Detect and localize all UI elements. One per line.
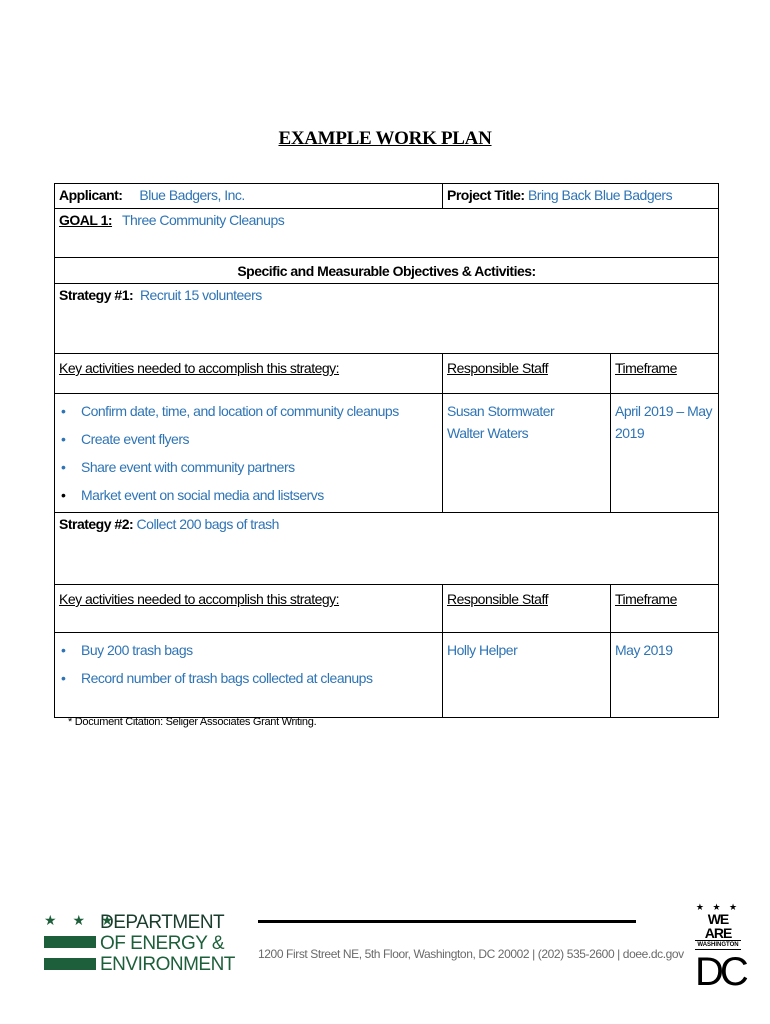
staff-name: Holly Helper [447, 642, 518, 658]
timeframe-header-label: Timeframe [615, 360, 677, 376]
star-icon: ★ ★ ★ [44, 912, 120, 928]
footer-divider [258, 920, 636, 923]
dc-logo-letters: DC [695, 950, 745, 994]
strategy-1-timeframe: April 2019 – May 2019 [611, 394, 719, 513]
staff-header-label: Responsible Staff [447, 360, 548, 376]
strategy-1-activities [55, 394, 443, 513]
list-item [59, 636, 438, 664]
strategy-2-activities [55, 633, 443, 718]
strategy-2-activities-row [55, 633, 719, 718]
staff-header-1 [443, 354, 611, 394]
doee-line: ENVIRONMENT [100, 954, 235, 975]
strategy-1-cell [55, 284, 719, 354]
bullet-icon: • [61, 459, 66, 475]
footer-address: 1200 First Street NE, 5th Floor, Washington, DC 20002 | (202) 535-2600 | doee.dc.gov [258, 947, 684, 961]
strategy-2-header-row [55, 585, 719, 633]
doee-line: OF ENERGY & [100, 933, 225, 954]
goal-value: Three Community Cleanups [121, 212, 285, 228]
bullet-icon: • [61, 670, 66, 686]
applicant-label: Applicant: [59, 187, 123, 203]
timeframe-header-1 [611, 354, 719, 394]
strategy-2-timeframe: May 2019 [611, 633, 719, 718]
flag-bar-icon [44, 936, 96, 948]
objectives-heading: Specific and Measurable Objectives & Activities: [55, 258, 719, 284]
objectives-heading-row [55, 258, 719, 284]
project-title-cell [443, 184, 719, 209]
staff-name: Walter Waters [447, 425, 529, 441]
activity-text: Record number of trash bags collected at cleanups [81, 670, 373, 686]
list-item [59, 397, 438, 425]
work-plan-table [54, 183, 719, 718]
applicant-row [55, 184, 719, 209]
activity-text: Market event on social media and listservs [81, 487, 324, 503]
bullet-icon: • [61, 431, 66, 447]
strategy-1-activities-row [55, 394, 719, 513]
dc-logo-we-are: WE ARE [704, 911, 732, 941]
doee-line: DEPARTMENT [100, 912, 225, 933]
document-citation: * Document Citation: Seliger Associates Grant Writing. [68, 716, 317, 728]
activity-text: Share event with community partners [81, 459, 295, 475]
project-title-value: Bring Back Blue Badgers [527, 187, 673, 203]
activity-text: Confirm date, time, and location of community cleanups [81, 403, 399, 419]
list-item [59, 664, 438, 692]
doee-wordmark [100, 912, 235, 975]
activities-header-1 [55, 354, 443, 394]
strategy-2-value: Collect 200 bags of trash [136, 516, 279, 532]
strategy-1-staff [443, 394, 611, 513]
project-title-label: Project Title: [447, 187, 525, 203]
staff-name: Susan Stormwater [447, 403, 555, 419]
we-are-washington-dc-logo [695, 902, 745, 994]
star-icon: ★ ★ ★ [695, 902, 741, 912]
goal-cell [55, 209, 719, 258]
list-item [59, 425, 438, 453]
list-item [59, 481, 438, 509]
strategy-1-row [55, 284, 719, 354]
strategy-2-cell [55, 513, 719, 585]
dc-logo-washington: WASHINGTON [695, 940, 741, 950]
activity-text: Buy 200 trash bags [81, 642, 193, 658]
activities-header-label: Key activities needed to accomplish this strategy: [59, 591, 340, 607]
flag-bar-icon [44, 958, 96, 970]
strategy-2-staff [443, 633, 611, 718]
timeframe-header-label: Timeframe [615, 591, 677, 607]
bullet-icon: • [61, 403, 66, 419]
strategy-1-label: Strategy #1: [59, 287, 134, 303]
activities-header-2 [55, 585, 443, 633]
strategy-2-label: Strategy #2: [59, 516, 134, 532]
strategy-1-value: Recruit 15 volunteers [139, 287, 262, 303]
doee-logo [44, 912, 235, 984]
page-title: EXAMPLE WORK PLAN [278, 128, 492, 149]
strategy-1-header-row [55, 354, 719, 394]
applicant-value: Blue Badgers, Inc. [139, 187, 245, 203]
staff-header-2 [443, 585, 611, 633]
list-item [59, 453, 438, 481]
timeframe-header-2 [611, 585, 719, 633]
activities-header-label: Key activities needed to accomplish this strategy: [59, 360, 340, 376]
bullet-icon: • [61, 642, 66, 658]
applicant-cell [55, 184, 443, 209]
activity-text: Create event flyers [81, 431, 189, 447]
goal-label: GOAL 1: [59, 212, 113, 228]
staff-header-label: Responsible Staff [447, 591, 548, 607]
strategy-2-row [55, 513, 719, 585]
goal-row [55, 209, 719, 258]
bullet-icon: • [61, 487, 66, 503]
